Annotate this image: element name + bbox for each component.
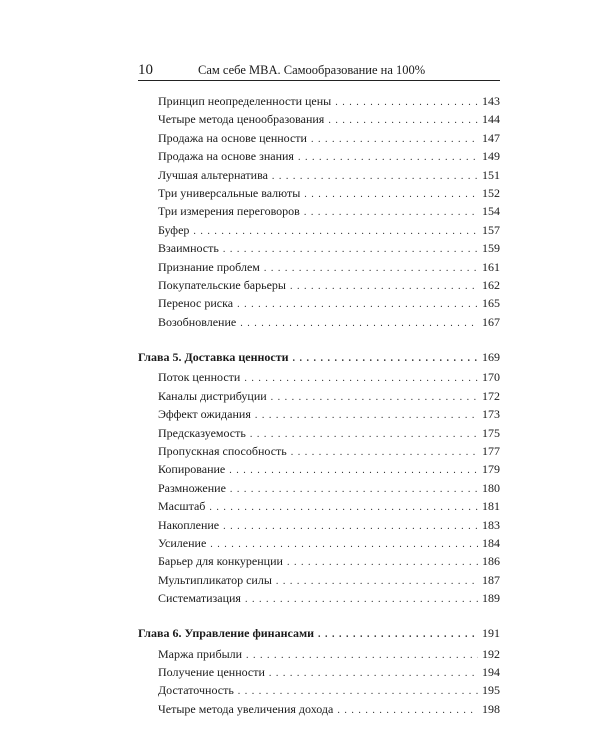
toc-entry-title: Мультипликатор силы (158, 572, 272, 587)
dot-leader (328, 113, 478, 129)
toc-entry-title: Признание проблем (158, 259, 260, 274)
toc-entry-title: Четыре метода увеличения дохода (158, 701, 334, 716)
dot-leader (238, 684, 478, 700)
toc-entry-page: 177 (482, 443, 500, 458)
dot-leader (209, 500, 478, 516)
toc-entry-page: 167 (482, 314, 500, 329)
dot-leader (246, 648, 478, 664)
toc-entry (158, 498, 500, 514)
toc-entry (158, 480, 500, 496)
toc-entry-page: 157 (482, 222, 500, 237)
toc-entry-title: Буфер (158, 222, 190, 237)
dot-leader (193, 224, 478, 240)
toc-entry-title: Четыре метода ценообразования (158, 112, 325, 127)
toc-entry (158, 222, 500, 238)
toc-entry-title: Систематизация (158, 591, 241, 606)
dot-leader (223, 519, 478, 535)
toc-entry-title: Размножение (158, 480, 226, 495)
toc-entry-title: Масштаб (158, 499, 206, 514)
dot-leader (298, 150, 478, 166)
dot-leader (210, 537, 478, 553)
toc-entry-title: Продажа на основе знания (158, 149, 294, 164)
toc-entry-page: 173 (482, 407, 500, 422)
toc-entry (158, 535, 500, 551)
toc-entry-page: 183 (482, 517, 500, 532)
toc-entry-title: Эффект ожидания (158, 407, 251, 422)
toc-entry (158, 93, 500, 109)
toc-entry-title: Пропускная способность (158, 443, 287, 458)
toc-entry-title: Барьер для конкуренции (158, 554, 283, 569)
toc-chapter-entry (138, 625, 500, 641)
toc-entry-page: 195 (482, 683, 500, 698)
toc-entry-title: Получение ценности (158, 665, 265, 679)
dot-leader (318, 627, 478, 643)
dot-leader (291, 445, 478, 461)
dot-leader (230, 482, 478, 498)
dot-leader (311, 132, 478, 148)
toc-entry-page: 191 (482, 626, 500, 641)
dot-leader (287, 555, 478, 571)
toc-entry-page: 186 (482, 554, 500, 569)
toc-entry (158, 388, 500, 404)
toc-entry (158, 682, 500, 698)
toc-entry (158, 572, 500, 588)
toc-entry-title: Лучшая альтернатива (158, 167, 268, 182)
toc-entry-title: Возобновление (158, 314, 237, 329)
toc-entry (158, 590, 500, 606)
toc-entry-page: 198 (482, 701, 500, 716)
running-title: Сам себе MBA. Самообразование на 100% (198, 63, 426, 77)
toc-entry-page: 161 (482, 259, 500, 274)
toc-entry-title: Принцип неопределенности цены (158, 94, 332, 108)
dot-leader (264, 261, 478, 277)
dot-leader (290, 279, 478, 295)
toc-entry (158, 517, 500, 533)
toc-entry (158, 406, 500, 422)
toc-entry-title: Продажа на основе ценности (158, 130, 307, 145)
toc-entry-title: Взаимность (158, 241, 219, 256)
toc-entry (158, 240, 500, 256)
toc-entry (158, 148, 500, 164)
toc-entry-title: Маржа прибыли (158, 646, 243, 661)
toc-entry (158, 167, 500, 183)
toc-entry (158, 203, 500, 219)
toc-entry-title: Поток ценности (158, 370, 241, 385)
toc-entry-page: 169 (482, 349, 500, 364)
toc-entry-title: Каналы дистрибуции (158, 388, 267, 403)
toc-entry (158, 111, 500, 127)
toc-entry-page: 159 (482, 241, 500, 256)
toc-entry-title: Перенос риска (158, 296, 234, 311)
dot-leader (269, 666, 478, 682)
toc-entry-page: 154 (482, 204, 500, 219)
toc-entry-page: 181 (482, 499, 500, 514)
toc-entry (158, 369, 500, 385)
dot-leader (229, 463, 478, 479)
toc-entry-title: Три универсальные валюты (158, 186, 301, 200)
toc-entry (158, 701, 500, 717)
toc-entry-page: 149 (482, 149, 500, 164)
toc-entry-page: 143 (482, 94, 500, 108)
toc-entry-page: 152 (482, 186, 500, 200)
dot-leader (250, 427, 478, 443)
toc-entry-title: Три измерения переговоров (158, 204, 300, 219)
toc-entry-page: 147 (482, 130, 500, 145)
toc-entry-title: Покупательские барьеры (158, 278, 286, 292)
toc-entry (158, 461, 500, 477)
toc-entry-title: Глава 5. Доставка ценности (138, 349, 289, 364)
toc-entry-page: 165 (482, 296, 500, 311)
toc-entry-page: 162 (482, 278, 500, 292)
dot-leader (271, 390, 478, 406)
toc-entry-title: Достаточность (158, 683, 234, 698)
toc-entry (158, 664, 500, 680)
toc-entry-page: 151 (482, 167, 500, 182)
toc-entry-page: 170 (482, 370, 500, 385)
toc-entry (158, 295, 500, 311)
toc-entry (158, 646, 500, 662)
toc-entry-page: 179 (482, 462, 500, 477)
toc-entry-page: 187 (482, 572, 500, 587)
dot-leader (240, 316, 478, 332)
toc-entry (158, 185, 500, 201)
toc-entry-page: 189 (482, 591, 500, 606)
dot-leader (244, 371, 478, 387)
toc-entry-page: 180 (482, 480, 500, 495)
toc-entry-title: Накопление (158, 517, 220, 532)
dot-leader (335, 95, 478, 111)
dot-leader (337, 703, 478, 719)
page-header (138, 62, 500, 81)
toc-entry (158, 277, 500, 293)
toc-entry (158, 553, 500, 569)
toc-entry-title: Копирование (158, 462, 226, 477)
toc-entry-title: Предсказуемость (158, 425, 246, 440)
toc-entry-title: Усиление (158, 535, 207, 550)
dot-leader (293, 351, 478, 367)
toc-entry-page: 192 (482, 646, 500, 661)
page-number: 10 (138, 62, 153, 78)
dot-leader (276, 574, 478, 590)
dot-leader (272, 169, 478, 185)
toc-entry-title: Глава 6. Управление финансами (138, 626, 315, 641)
toc-entry-page: 184 (482, 535, 500, 550)
dot-leader (237, 297, 478, 313)
toc-entry-page: 172 (482, 388, 500, 403)
toc-chapter-entry (138, 349, 500, 365)
dot-leader (304, 187, 478, 203)
dot-leader (245, 592, 478, 608)
toc-entry (158, 425, 500, 441)
toc-entry (158, 443, 500, 459)
dot-leader (255, 408, 478, 424)
toc-entry-page: 194 (482, 665, 500, 679)
toc-entry-page: 175 (482, 425, 500, 440)
dot-leader (304, 205, 478, 221)
toc-entry (158, 259, 500, 275)
toc-entry-page: 144 (482, 112, 500, 127)
toc-entry (158, 130, 500, 146)
dot-leader (223, 242, 478, 258)
toc-entry (158, 314, 500, 330)
